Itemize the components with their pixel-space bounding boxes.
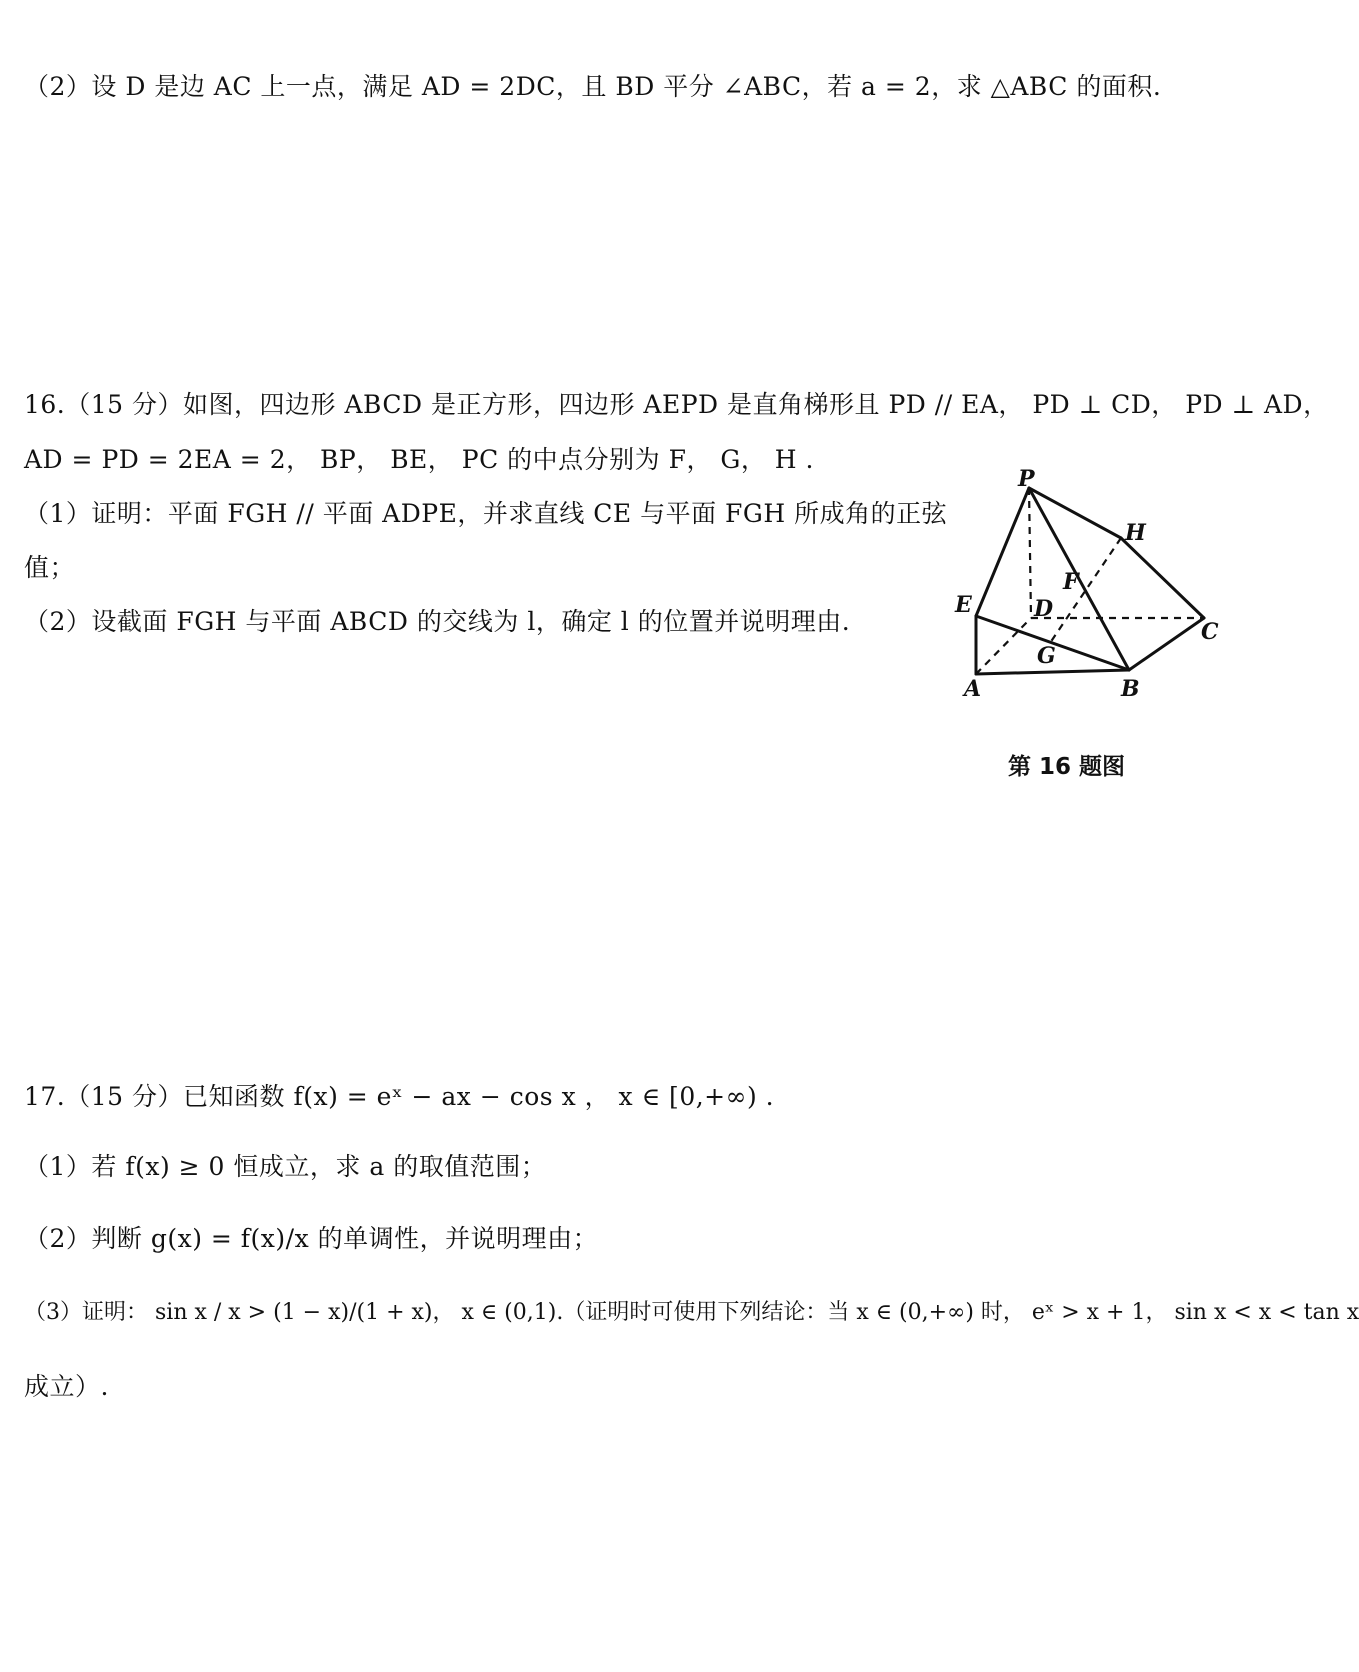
label-g: G bbox=[1037, 643, 1056, 669]
q17-part3: （3）证明： sin x / x > (1 − x)/(1 + x)， x ∈ (0,1).（证明时可使用下列结论：当 x ∈ (0,+∞) 时， eˣ > x + 1， sin x < x < tan x bbox=[24, 1300, 1359, 1325]
q15-part2: （2）设 D 是边 AC 上一点，满足 AD = 2DC，且 BD 平分 ∠ABC，若 a = 2，求 △ABC 的面积. bbox=[24, 72, 1162, 101]
label-b: B bbox=[1121, 676, 1140, 702]
q17-part1: （1）若 f(x) ≥ 0 恒成立，求 a 的取值范围； bbox=[24, 1152, 547, 1181]
q16-geometry-figure bbox=[948, 466, 1219, 782]
label-p: P bbox=[1018, 466, 1035, 492]
label-h: H bbox=[1125, 520, 1146, 546]
q16-stem-line2: AD = PD = 2EA = 2， BP， BE， PC 的中点分别为 F， G， H . bbox=[24, 445, 815, 474]
q17-stem: 17.（15 分）已知函数 f(x) = eˣ − ax − cos x ， x ∈ [0,+∞) . bbox=[24, 1082, 775, 1111]
q16-part1-line1: （1）证明：平面 FGH // 平面 ADPE，并求直线 CE 与平面 FGH 所成角的正弦 bbox=[24, 499, 948, 528]
edge-pe bbox=[976, 488, 1029, 616]
edge-pd-hidden bbox=[1029, 488, 1031, 618]
q17-part3-cont: 成立）. bbox=[24, 1372, 109, 1401]
label-d: D bbox=[1034, 596, 1054, 622]
label-a: A bbox=[964, 676, 982, 702]
edge-ab bbox=[976, 670, 1129, 674]
q17-part2: （2）判断 g(x) = f(x)/x 的单调性，并说明理由； bbox=[24, 1224, 599, 1253]
q16-part2: （2）设截面 FGH 与平面 ABCD 的交线为 l，确定 l 的位置并说明理由. bbox=[24, 607, 851, 636]
edge-bc bbox=[1129, 618, 1204, 670]
label-c: C bbox=[1201, 619, 1219, 645]
q16-part1-line2: 值； bbox=[24, 553, 76, 582]
label-f: F bbox=[1063, 569, 1079, 595]
label-e: E bbox=[955, 592, 972, 618]
figure-caption: 第 16 题图 bbox=[1008, 754, 1126, 780]
q16-stem-line1: 16.（15 分）如图，四边形 ABCD 是正方形，四边形 AEPD 是直角梯形且 PD // EA， PD ⊥ CD， PD ⊥ AD， bbox=[24, 390, 1329, 419]
pyramid-diagram bbox=[948, 466, 1219, 748]
edge-hc bbox=[1121, 538, 1204, 618]
